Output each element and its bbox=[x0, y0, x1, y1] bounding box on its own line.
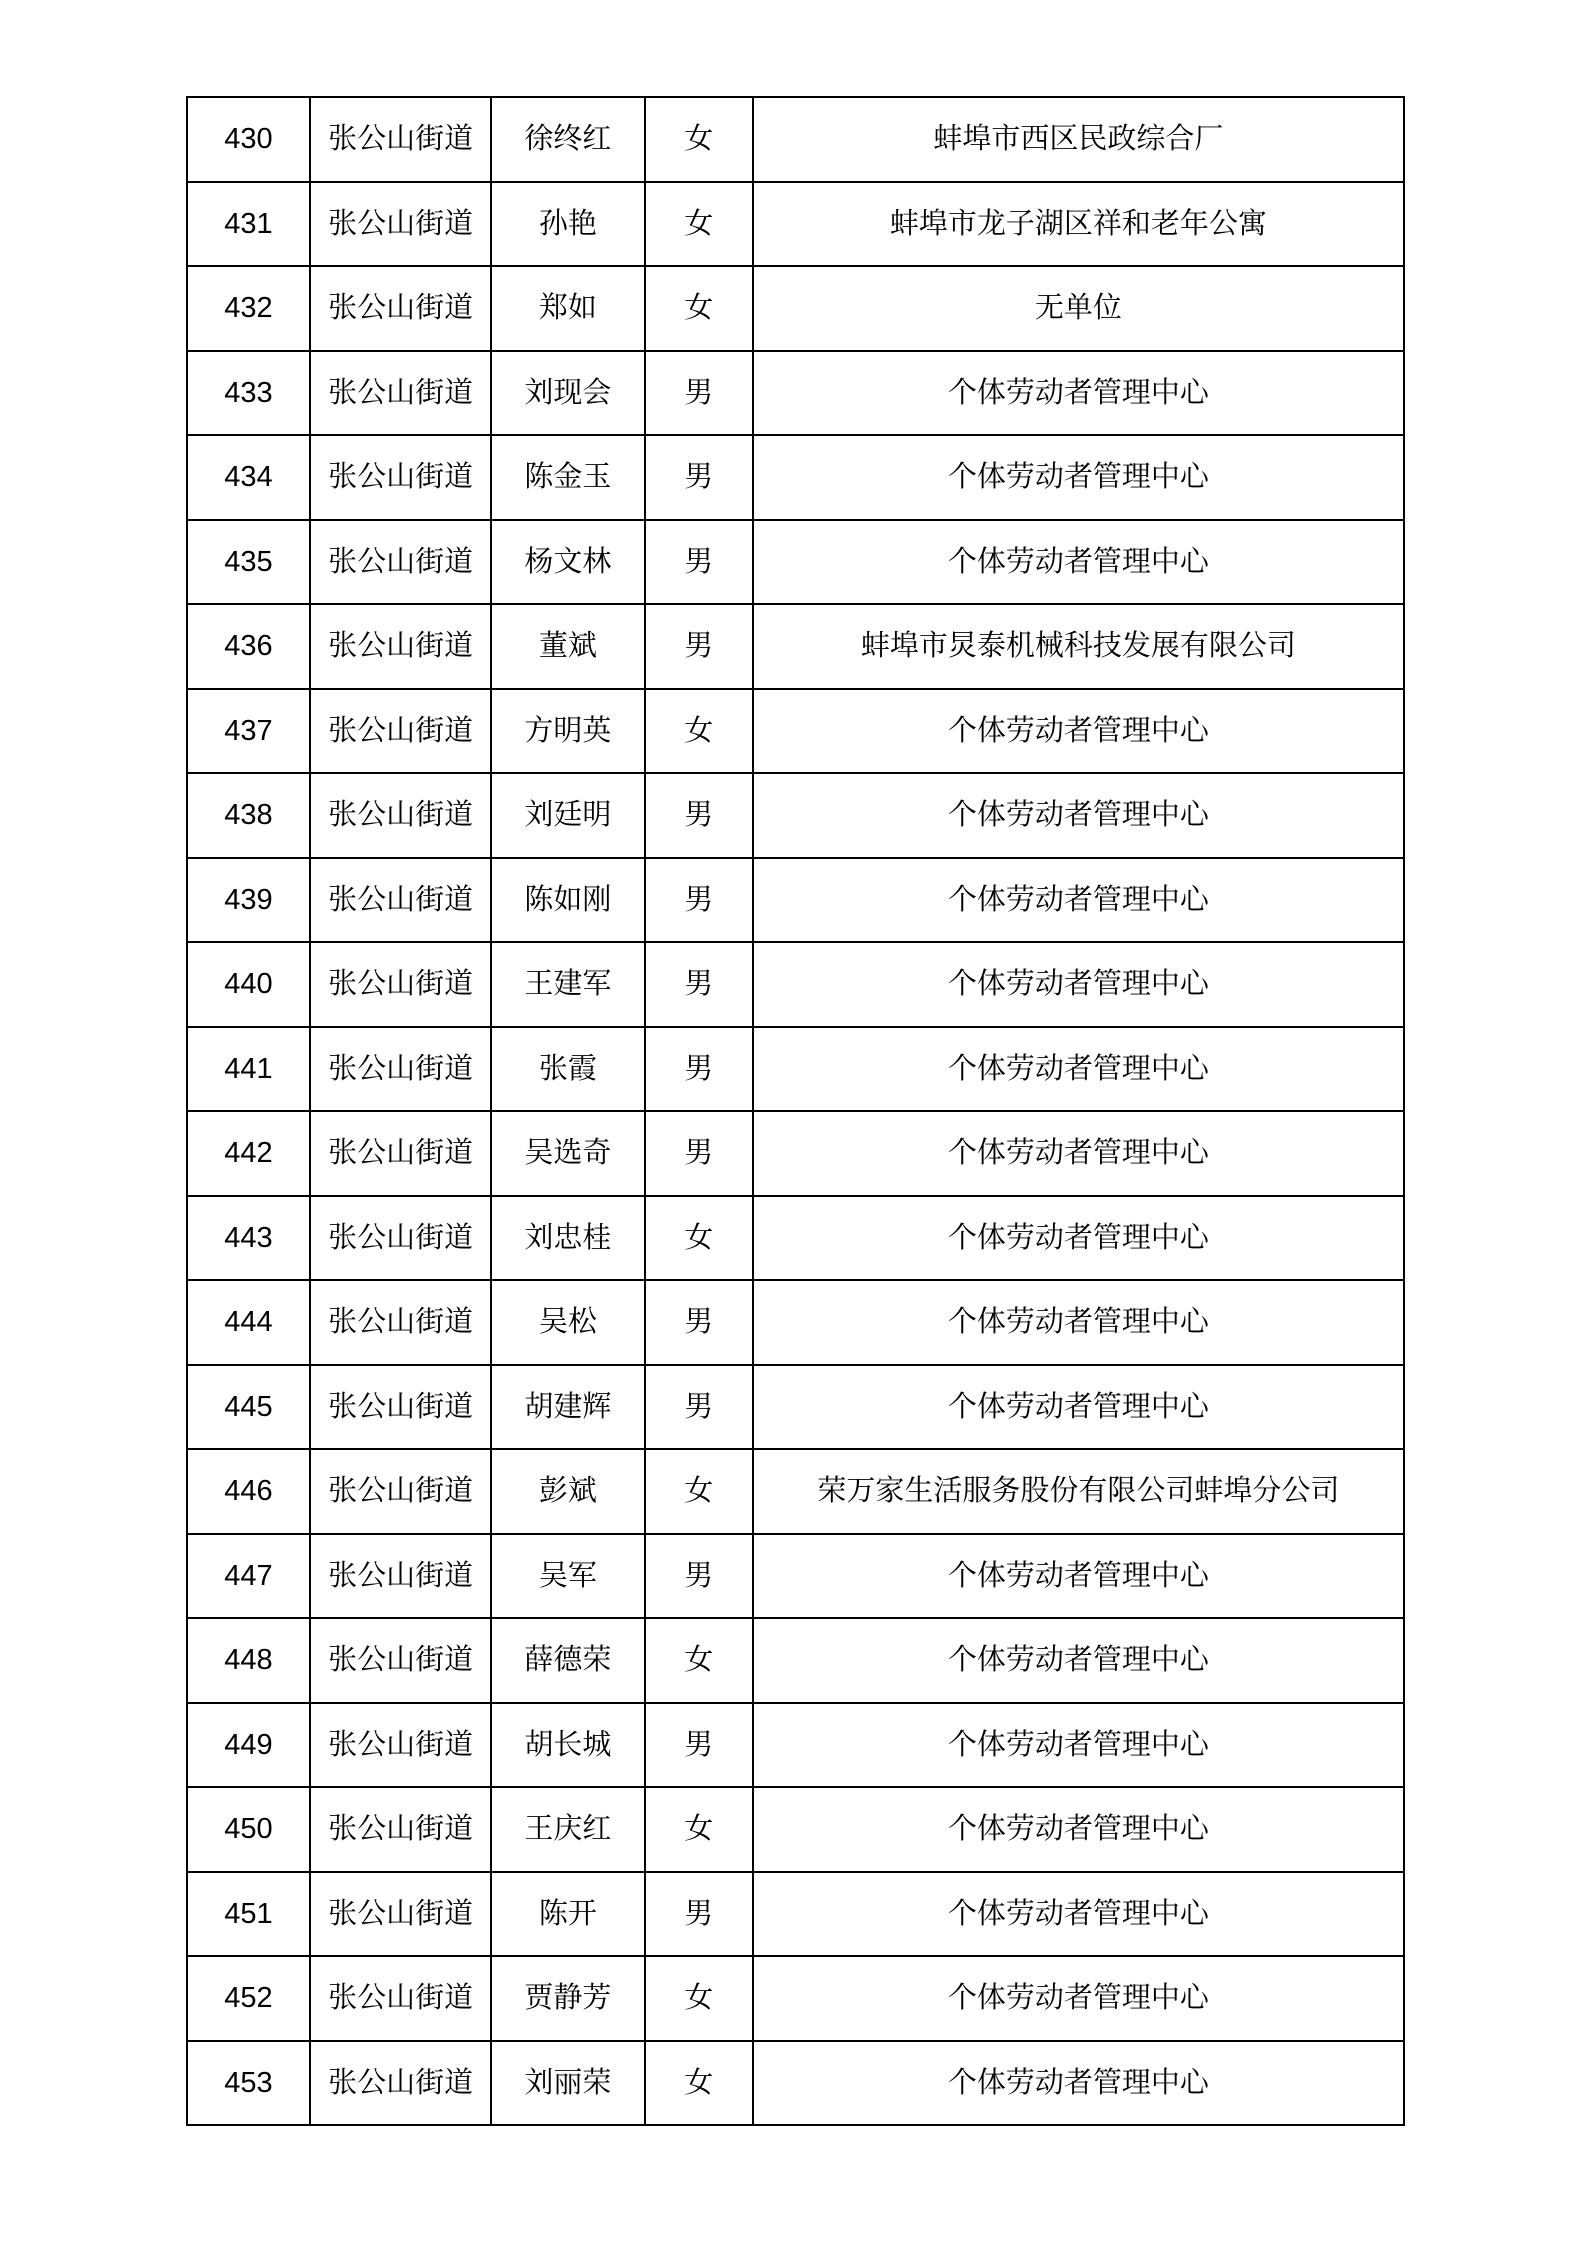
cell-employer: 个体劳动者管理中心 bbox=[753, 1365, 1404, 1450]
cell-number: 431 bbox=[187, 182, 310, 267]
cell-street: 张公山街道 bbox=[310, 1027, 491, 1112]
cell-gender: 女 bbox=[645, 97, 753, 182]
cell-gender: 男 bbox=[645, 351, 753, 436]
cell-street: 张公山街道 bbox=[310, 266, 491, 351]
cell-gender: 男 bbox=[645, 1872, 753, 1957]
cell-employer: 个体劳动者管理中心 bbox=[753, 435, 1404, 520]
cell-employer: 无单位 bbox=[753, 266, 1404, 351]
cell-street: 张公山街道 bbox=[310, 1956, 491, 2041]
cell-gender: 女 bbox=[645, 689, 753, 774]
cell-gender: 男 bbox=[645, 1027, 753, 1112]
cell-street: 张公山街道 bbox=[310, 1365, 491, 1450]
cell-employer: 个体劳动者管理中心 bbox=[753, 1618, 1404, 1703]
cell-gender: 女 bbox=[645, 2041, 753, 2126]
cell-name: 吴军 bbox=[491, 1534, 644, 1619]
cell-street: 张公山街道 bbox=[310, 1111, 491, 1196]
cell-name: 杨文林 bbox=[491, 520, 644, 605]
cell-number: 448 bbox=[187, 1618, 310, 1703]
table-row bbox=[187, 1956, 1404, 2041]
cell-name: 吴选奇 bbox=[491, 1111, 644, 1196]
cell-name: 郑如 bbox=[491, 266, 644, 351]
table-row bbox=[187, 858, 1404, 943]
table-row bbox=[187, 1027, 1404, 1112]
cell-street: 张公山街道 bbox=[310, 182, 491, 267]
cell-gender: 女 bbox=[645, 1956, 753, 2041]
table-row bbox=[187, 2041, 1404, 2126]
cell-number: 452 bbox=[187, 1956, 310, 2041]
cell-gender: 男 bbox=[645, 604, 753, 689]
table-row bbox=[187, 773, 1404, 858]
cell-name: 薛德荣 bbox=[491, 1618, 644, 1703]
cell-number: 453 bbox=[187, 2041, 310, 2126]
cell-number: 438 bbox=[187, 773, 310, 858]
cell-number: 443 bbox=[187, 1196, 310, 1281]
table-row bbox=[187, 942, 1404, 1027]
cell-gender: 女 bbox=[645, 182, 753, 267]
cell-gender: 女 bbox=[645, 1449, 753, 1534]
cell-employer: 荣万家生活服务股份有限公司蚌埠分公司 bbox=[753, 1449, 1404, 1534]
cell-gender: 女 bbox=[645, 266, 753, 351]
cell-gender: 男 bbox=[645, 1111, 753, 1196]
cell-gender: 男 bbox=[645, 435, 753, 520]
table-row bbox=[187, 1872, 1404, 1957]
cell-street: 张公山街道 bbox=[310, 351, 491, 436]
table-row bbox=[187, 1703, 1404, 1788]
cell-number: 450 bbox=[187, 1787, 310, 1872]
cell-name: 胡建辉 bbox=[491, 1365, 644, 1450]
cell-employer: 个体劳动者管理中心 bbox=[753, 1196, 1404, 1281]
cell-gender: 男 bbox=[645, 520, 753, 605]
cell-number: 433 bbox=[187, 351, 310, 436]
cell-gender: 女 bbox=[645, 1618, 753, 1703]
cell-name: 陈开 bbox=[491, 1872, 644, 1957]
table-row bbox=[187, 604, 1404, 689]
cell-employer: 蚌埠市炅泰机械科技发展有限公司 bbox=[753, 604, 1404, 689]
cell-number: 440 bbox=[187, 942, 310, 1027]
cell-street: 张公山街道 bbox=[310, 97, 491, 182]
cell-employer: 个体劳动者管理中心 bbox=[753, 942, 1404, 1027]
table-row bbox=[187, 520, 1404, 605]
cell-name: 方明英 bbox=[491, 689, 644, 774]
cell-number: 430 bbox=[187, 97, 310, 182]
cell-number: 432 bbox=[187, 266, 310, 351]
cell-name: 吴松 bbox=[491, 1280, 644, 1365]
table-row bbox=[187, 1534, 1404, 1619]
cell-number: 447 bbox=[187, 1534, 310, 1619]
cell-employer: 个体劳动者管理中心 bbox=[753, 1534, 1404, 1619]
cell-employer: 蚌埠市龙子湖区祥和老年公寓 bbox=[753, 182, 1404, 267]
cell-employer: 个体劳动者管理中心 bbox=[753, 1956, 1404, 2041]
cell-gender: 女 bbox=[645, 1196, 753, 1281]
cell-employer: 个体劳动者管理中心 bbox=[753, 1280, 1404, 1365]
cell-employer: 个体劳动者管理中心 bbox=[753, 1872, 1404, 1957]
cell-street: 张公山街道 bbox=[310, 1534, 491, 1619]
cell-employer: 个体劳动者管理中心 bbox=[753, 1111, 1404, 1196]
cell-street: 张公山街道 bbox=[310, 435, 491, 520]
cell-number: 444 bbox=[187, 1280, 310, 1365]
cell-name: 刘忠桂 bbox=[491, 1196, 644, 1281]
cell-street: 张公山街道 bbox=[310, 1196, 491, 1281]
table-row bbox=[187, 1196, 1404, 1281]
table-row bbox=[187, 1111, 1404, 1196]
cell-gender: 男 bbox=[645, 942, 753, 1027]
cell-number: 445 bbox=[187, 1365, 310, 1450]
cell-name: 陈如刚 bbox=[491, 858, 644, 943]
table-row bbox=[187, 1618, 1404, 1703]
table-row bbox=[187, 351, 1404, 436]
table-row bbox=[187, 1280, 1404, 1365]
cell-number: 442 bbox=[187, 1111, 310, 1196]
cell-street: 张公山街道 bbox=[310, 604, 491, 689]
table-row bbox=[187, 266, 1404, 351]
cell-number: 435 bbox=[187, 520, 310, 605]
table-row bbox=[187, 97, 1404, 182]
cell-street: 张公山街道 bbox=[310, 1280, 491, 1365]
cell-employer: 个体劳动者管理中心 bbox=[753, 1027, 1404, 1112]
cell-employer: 个体劳动者管理中心 bbox=[753, 520, 1404, 605]
cell-number: 434 bbox=[187, 435, 310, 520]
cell-gender: 男 bbox=[645, 858, 753, 943]
personnel-table-body bbox=[187, 97, 1404, 2125]
cell-employer: 个体劳动者管理中心 bbox=[753, 351, 1404, 436]
cell-number: 437 bbox=[187, 689, 310, 774]
table-row bbox=[187, 1365, 1404, 1450]
cell-employer: 个体劳动者管理中心 bbox=[753, 858, 1404, 943]
cell-employer: 个体劳动者管理中心 bbox=[753, 689, 1404, 774]
cell-name: 贾静芳 bbox=[491, 1956, 644, 2041]
personnel-table bbox=[186, 96, 1405, 2126]
cell-street: 张公山街道 bbox=[310, 1872, 491, 1957]
cell-name: 徐终红 bbox=[491, 97, 644, 182]
cell-number: 451 bbox=[187, 1872, 310, 1957]
cell-gender: 男 bbox=[645, 1703, 753, 1788]
cell-employer: 个体劳动者管理中心 bbox=[753, 1787, 1404, 1872]
table-row bbox=[187, 435, 1404, 520]
cell-gender: 男 bbox=[645, 1365, 753, 1450]
cell-employer: 个体劳动者管理中心 bbox=[753, 773, 1404, 858]
cell-name: 陈金玉 bbox=[491, 435, 644, 520]
cell-name: 胡长城 bbox=[491, 1703, 644, 1788]
cell-name: 彭斌 bbox=[491, 1449, 644, 1534]
cell-street: 张公山街道 bbox=[310, 520, 491, 605]
cell-gender: 男 bbox=[645, 773, 753, 858]
cell-employer: 个体劳动者管理中心 bbox=[753, 1703, 1404, 1788]
cell-name: 张霞 bbox=[491, 1027, 644, 1112]
table-row bbox=[187, 1787, 1404, 1872]
cell-name: 孙艳 bbox=[491, 182, 644, 267]
cell-gender: 男 bbox=[645, 1280, 753, 1365]
cell-name: 董斌 bbox=[491, 604, 644, 689]
cell-street: 张公山街道 bbox=[310, 2041, 491, 2126]
cell-number: 439 bbox=[187, 858, 310, 943]
table-row bbox=[187, 689, 1404, 774]
cell-street: 张公山街道 bbox=[310, 942, 491, 1027]
cell-street: 张公山街道 bbox=[310, 1618, 491, 1703]
cell-name: 王建军 bbox=[491, 942, 644, 1027]
table-row bbox=[187, 182, 1404, 267]
cell-gender: 男 bbox=[645, 1534, 753, 1619]
cell-employer: 蚌埠市西区民政综合厂 bbox=[753, 97, 1404, 182]
cell-street: 张公山街道 bbox=[310, 1449, 491, 1534]
table-row bbox=[187, 1449, 1404, 1534]
cell-number: 449 bbox=[187, 1703, 310, 1788]
cell-street: 张公山街道 bbox=[310, 773, 491, 858]
cell-number: 436 bbox=[187, 604, 310, 689]
cell-name: 刘现会 bbox=[491, 351, 644, 436]
cell-name: 刘廷明 bbox=[491, 773, 644, 858]
cell-gender: 女 bbox=[645, 1787, 753, 1872]
cell-street: 张公山街道 bbox=[310, 858, 491, 943]
cell-number: 441 bbox=[187, 1027, 310, 1112]
cell-name: 王庆红 bbox=[491, 1787, 644, 1872]
cell-street: 张公山街道 bbox=[310, 1787, 491, 1872]
cell-street: 张公山街道 bbox=[310, 689, 491, 774]
cell-street: 张公山街道 bbox=[310, 1703, 491, 1788]
cell-number: 446 bbox=[187, 1449, 310, 1534]
cell-name: 刘丽荣 bbox=[491, 2041, 644, 2126]
cell-employer: 个体劳动者管理中心 bbox=[753, 2041, 1404, 2126]
